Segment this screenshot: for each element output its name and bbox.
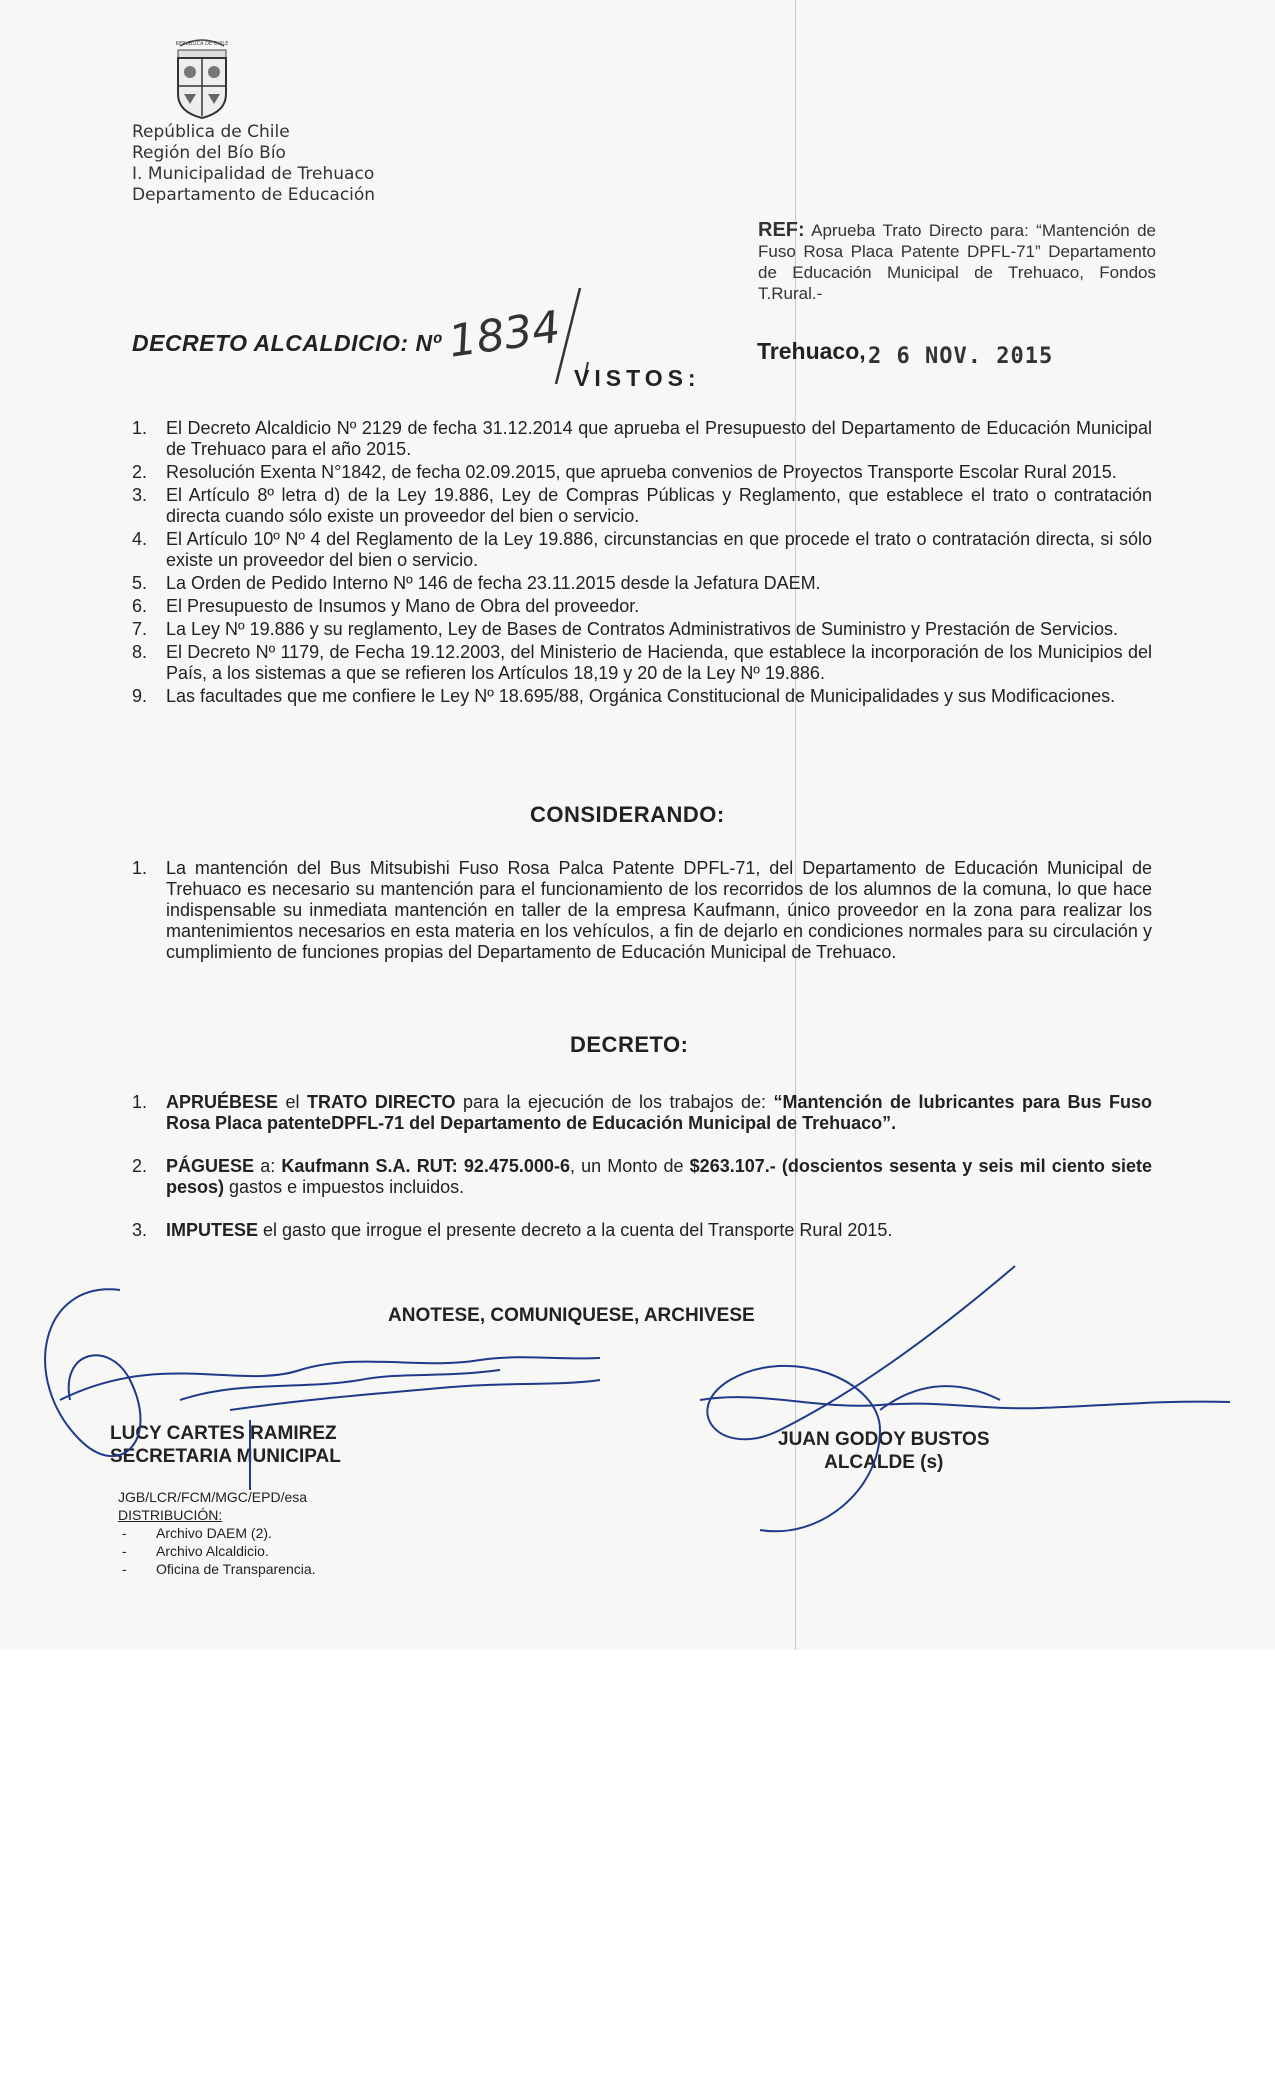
decree-title: DECRETO ALCALDICIO: Nº [132,330,442,356]
svg-text:REPUBLICA DE CHILE: REPUBLICA DE CHILE [175,41,229,47]
svg-text:1834: 1834 [445,301,564,368]
issuing-organization [132,122,375,206]
list-item: 2. Resolución Exenta N°1842, de fecha 02.09.2015, que aprueba convenios de Proyectos Transporte Escolar Rural 2015. [132,462,1117,482]
list-item: 7. La Ley Nº 19.886 y su reglamento, Ley de Bases de Contratos Administrativos de Suministro y Prestación de Servicios. [132,619,1119,639]
list-item: 9. Las facultades que me confiere le Ley Nº 18.695/88, Orgánica Constitucional de Municipalidades y sus Modificaciones. [132,686,1116,706]
list-item: 1. La mantención del Bus Mitsubishi Fuso Rosa Palca Patente DPFL-71, del Departamento de Educación Municipal de Trehuaco es necesario su mantención para el funcionamiento de los recorridos de los alumnos de la comuna, lo que hace indispensable su inmediata mantención en taller de la empresa Kaufmann, único proveedor en la zona para realizar los mantenimientos necesarios en esta materia en los vehículos, a fin de dejarlo en condiciones normales para su circulación y cumplimiento de funciones propias del Departamento de Educación Municipal de Trehuaco. [132,858,1152,962]
reference-label: REF: [758,219,805,241]
reference-text: Aprueba Trato Directo para: “Mantención de Fuso Rosa Placa Patente DPFL-71” Departamento de Educación Municipal de Trehuaco, Fondos T.Rural.- [758,221,1156,303]
signature-block-mayor [778,1428,990,1474]
org-line-department: Departamento de Educación [132,185,376,205]
considerando-list [132,858,1152,963]
list-item: 1. APRUÉBESE el TRATO DIRECTO para la ejecución de los trabajos de: “Mantención de lubricantes para Bus Fuso Rosa Placa patenteDPFL-71 del Departamento de Educación Municipal de Trehuaco”. [132,1092,1152,1133]
list-item: 8. El Decreto Nº 1179, de Fecha 19.12.2003, del Ministerio de Hacienda, que establece la incorporación de los Municipios del País, a los sistemas a que se refieren los Artículos 18,19 y 20 de la Ley Nº 19.886. [132,642,1152,683]
municipal-crest-icon [166,32,238,120]
signature-block-secretary [110,1422,341,1468]
decreto-list [132,1092,1152,1263]
vistos-heading: VISTOS: [574,365,701,391]
vistos-list [132,418,1152,709]
list-item: 4. El Artículo 10º Nº 4 del Reglamento de la Ley 19.886, circunstancias en que procede el trato o contratación directa, si sólo existe un proveedor del bien o servicio. [132,529,1152,570]
list-item: - Archivo Alcaldicio. [118,1542,316,1560]
signer-name: LUCY CARTES RAMIREZ [110,1423,337,1444]
signer-role: ALCALDE (s) [824,1452,944,1473]
org-line-country: República de Chile [132,122,290,142]
closing-formula: ANOTESE, COMUNIQUESE, ARCHIVESE [388,1305,755,1326]
list-item: 6. El Presupuesto de Insumos y Mano de Obra del proveedor. [132,596,640,616]
decreto-heading: DECRETO: [570,1032,689,1057]
reference-block [758,220,1156,304]
list-item: 3. IMPUTESE el gasto que irrogue el presente decreto a la cuenta del Transporte Rural 2015. [132,1220,893,1240]
signer-role: SECRETARIA MUNICIPAL [110,1446,341,1467]
signer-name: JUAN GODOY BUSTOS [778,1429,990,1450]
distribution-list [118,1506,316,1578]
list-item: 1. El Decreto Alcaldicio Nº 2129 de fecha 31.12.2014 que aprueba el Presupuesto del Departamento de Educación Municipal de Trehuaco para el año 2015. [132,418,1152,459]
list-item: - Archivo DAEM (2). [118,1524,316,1542]
list-item: 5. La Orden de Pedido Interno Nº 146 de fecha 23.11.2015 desde la Jefatura DAEM. [132,573,821,593]
org-line-municipality: I. Municipalidad de Trehuaco [132,164,375,184]
typist-initials: JGB/LCR/FCM/MGC/EPD/esa [118,1489,308,1505]
org-line-region: Región del Bío Bío [132,143,286,163]
list-item: 2. PÁGUESE a: Kaufmann S.A. RUT: 92.475.000-6, un Monto de $263.107.- (doscientos sesenta y seis mil ciento siete pesos) gastos e impuestos incluidos. [132,1156,1153,1197]
decree-place: Trehuaco, [757,338,866,364]
date-stamp: 2 6 NOV. 2015 [868,344,1054,369]
distribution-title: DISTRIBUCIÓN: [118,1507,223,1523]
considerando-heading: CONSIDERANDO: [530,802,725,827]
list-item: - Oficina de Transparencia. [118,1560,316,1578]
list-item: 3. El Artículo 8º letra d) de la Ley 19.886, Ley de Compras Públicas y Reglamento, que establece el trato o contratación directa cuando sólo existe un proveedor del bien o servicio. [132,485,1152,526]
